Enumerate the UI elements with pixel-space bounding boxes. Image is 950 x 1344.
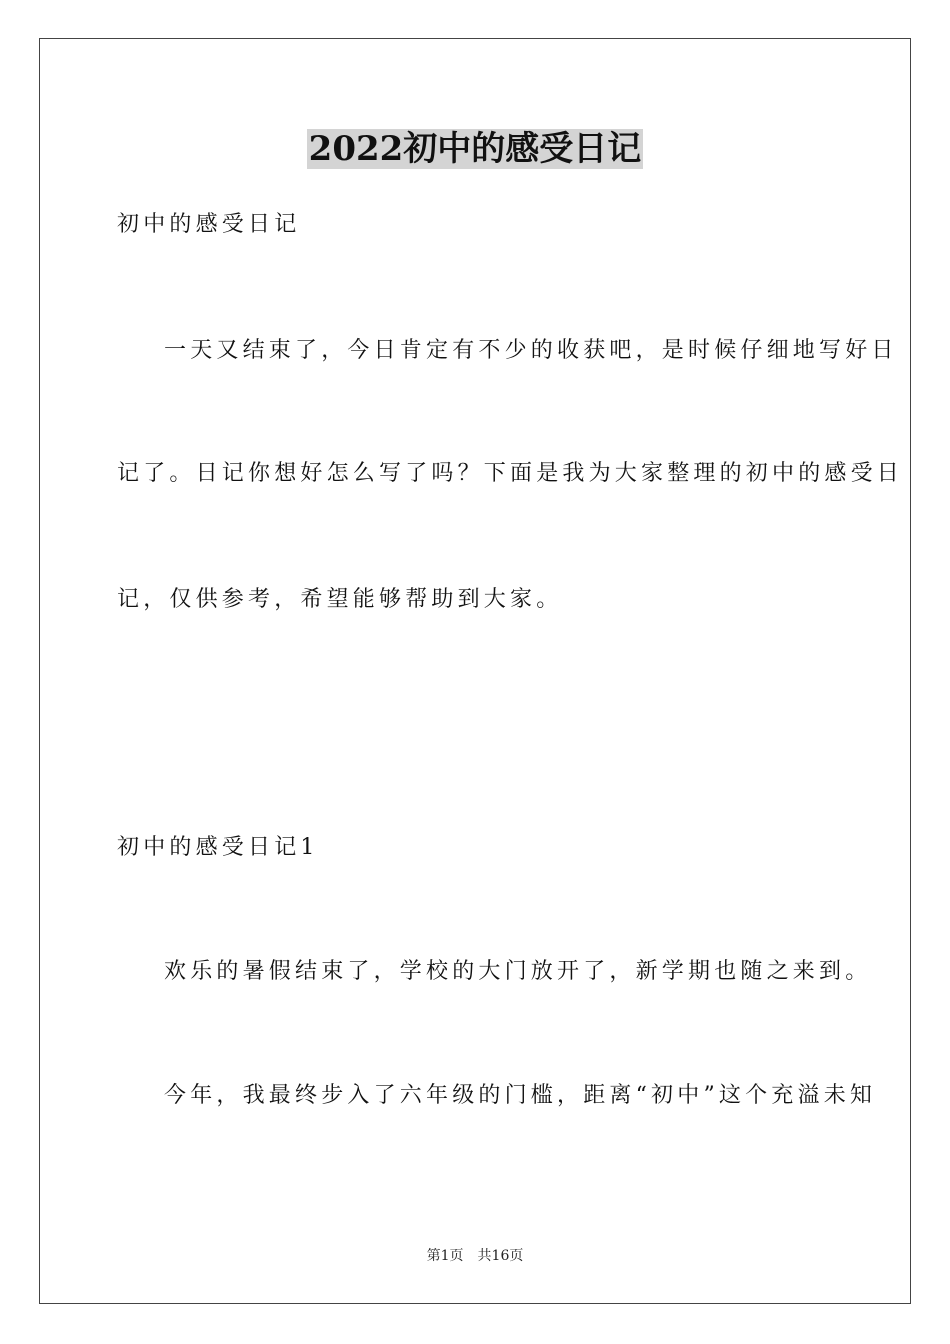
body-line-1: 欢乐的暑假结束了，学校的大门放开了，新学期也随之来到。 (164, 959, 872, 984)
body-line-2: 今年，我最终步入了六年级的门槛，距离“初中”这个充溢未知 (164, 1083, 877, 1108)
intro-line-2: 记了。日记你想好怎么写了吗？下面是我为大家整理的初中的感受日 (117, 461, 904, 486)
document-subtitle: 初中的感受日记 (117, 212, 301, 237)
intro-line-3: 记，仅供参考，希望能够帮助到大家。 (117, 587, 563, 612)
document-title-text: 2022初中的感受日记 (308, 129, 642, 169)
page-total: 共16页 (477, 1248, 524, 1264)
intro-line-1: 一天又结束了，今日肯定有不少的收获吧，是时候仔细地写好日 (164, 338, 898, 363)
document-title (0, 126, 950, 172)
section-heading: 初中的感受日记1 (117, 835, 319, 860)
page-footer (0, 1247, 950, 1265)
page-number: 第1页 (426, 1248, 464, 1264)
